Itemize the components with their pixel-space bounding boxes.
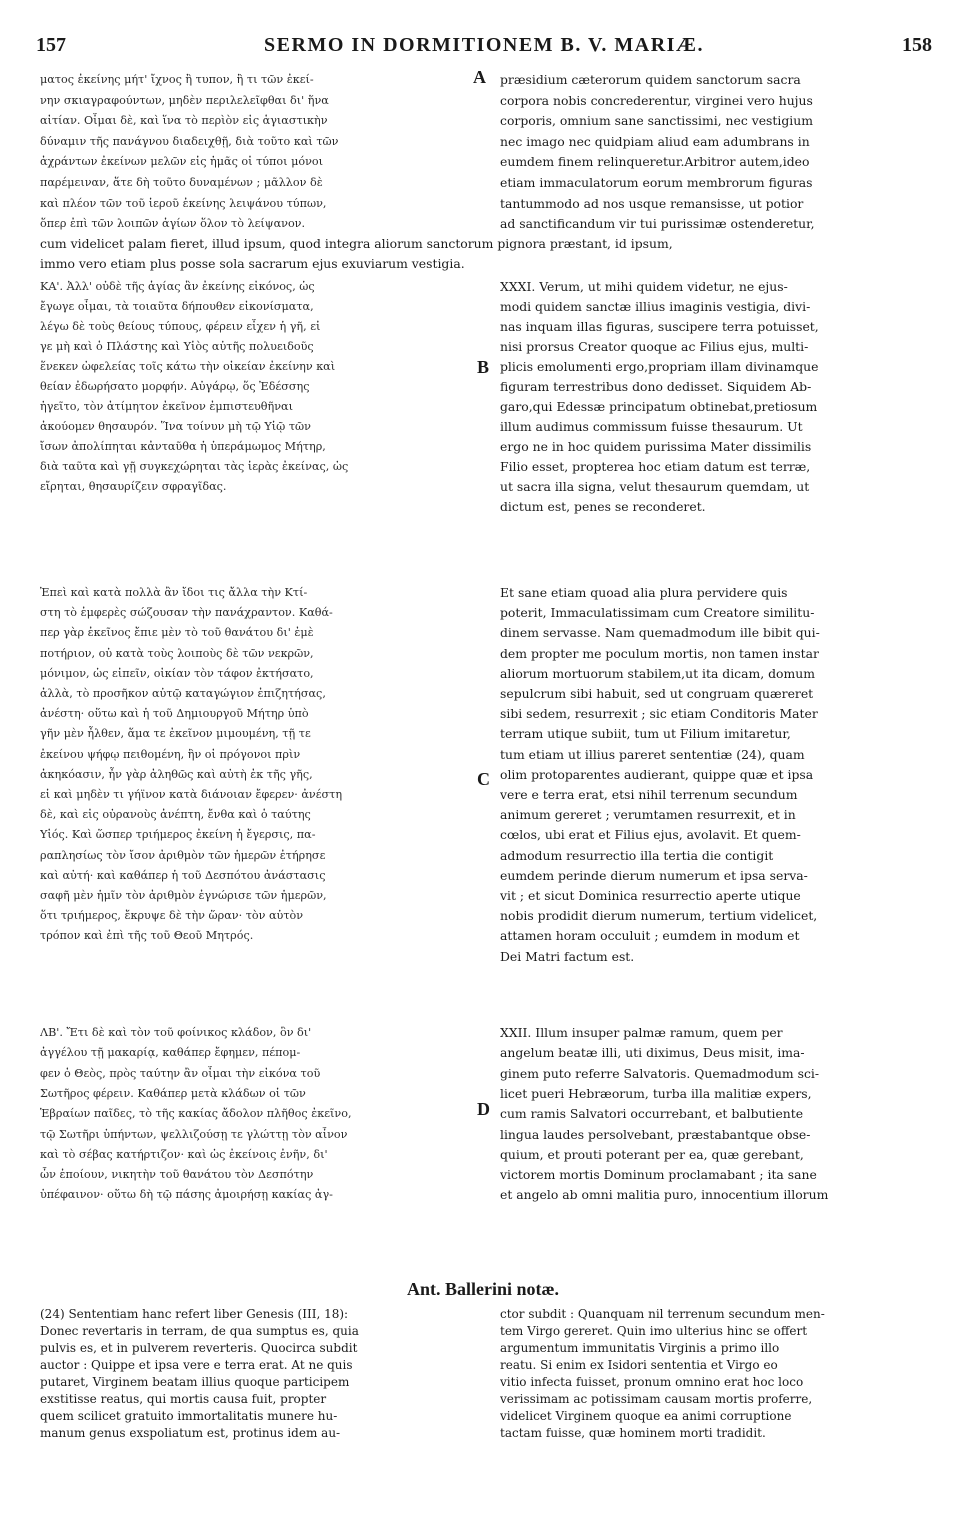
greek-line: θείαν ἐδωρήσατο μορφήν. Αὐγάρῳ, ὅς Ἐδέσσης <box>40 380 310 393</box>
latin-line: et angelo ab omni malitia puro, innocentium illorum <box>500 1187 829 1203</box>
greek-line: Ἑβραίων παῖδες, τὸ τῆς κακίας ἄδολον πλῆθος ἐκεῖνο, <box>40 1107 352 1121</box>
greek-line: ΛΒ'. Ἔτι δὲ καὶ τὸν τοῦ φοίνικος κλάδον, ὃν δι' <box>40 1026 312 1039</box>
greek-line: Υἱός. Καὶ ὥσπερ τριήμερος ἐκείνη ἡ ἔγερσις, πα- <box>40 828 316 842</box>
greek-line: γῆν μὲν ἦλθεν, ἅμα τε ἐκεῖνον μιμουμένη, τῇ τε <box>40 727 311 741</box>
footnote-line: manum genus exspoliatum est, protinus idem au- <box>40 1426 341 1440</box>
latin-line: vit ; et sicut Dominica resurrectio aperte utique <box>500 888 801 903</box>
latin-line: attamen horam occuluit ; eumdem in modum et <box>500 928 800 944</box>
greek-line: λέγω δὲ τοὺς θείους τύπους, φέρειν εἶχεν ἡ γῆ, εἰ <box>40 320 321 333</box>
latin-line: tantummodo ad nos usque remansisse, ut potior <box>500 195 804 211</box>
greek-line: καὶ πλέον τῶν τοῦ ἱεροῦ ἐκείνης λειψάνου τύπων, <box>40 196 327 210</box>
greek-line: τῷ Σωτῆρι ὑπήντων, ψελλιζούσῃ τε γλώττῃ τὸν αἶνον <box>40 1127 348 1141</box>
greek-line: δὲ, καὶ εἰς οὐρανοὺς ἀνέπτη, ἔνθα καὶ ὁ ταύτης <box>40 808 311 822</box>
greek-line: ματος ἐκείνης μήτ' ἴχνος ἢ τυπον, ἢ τι τῶν ἐκεί- <box>40 73 314 86</box>
latin-line: figuram terrestribus dono dedisset. Siquidem Ab- <box>500 379 812 394</box>
latin-line: Dei Matri factum est. <box>500 948 635 964</box>
footnote-line: exstitisse reatus, qui mortis causa fuit, propter <box>40 1392 327 1406</box>
greek-line: φεν ὁ Θεὸς, πρὸς ταύτην ἂν οἶμαι τὴν εἰκόνα τοῦ <box>40 1066 321 1080</box>
latin-line: corporis, omnium sane sanctissimi, nec vestigium <box>500 113 813 129</box>
full-width-line: immo vero etiam plus posse sola sacrarum ejus exuviarum vestigia. <box>40 256 465 271</box>
footnote-line: pulvis es, et in pulverem reverteris. Quocirca subdit <box>40 1341 358 1355</box>
latin-line: corpora nobis concrederentur, virginei vero hujus <box>500 92 813 108</box>
latin-line: tum etiam ut illius pareret sententiæ (24), quam <box>500 746 805 762</box>
latin-line: XXII. Illum insuper palmæ ramum, quem per <box>500 1025 783 1040</box>
greek-line: διὰ ταῦτα καὶ γῇ συγκεχώρηται τὰς ἱερὰς ἐκείνας, ὡς <box>40 460 349 473</box>
footnote-line: argumentum immunitatis Virginis a primo illo <box>500 1341 780 1355</box>
latin-line: admodum resurrectio illa tertia die contigit <box>500 847 774 863</box>
greek-line: ποτήριον, οὐ κατὰ τοὺς λοιποὺς δὲ τῶν νεκρῶν, <box>40 646 314 660</box>
greek-line: εἰ καὶ μηδὲν τι γήϊνον κατὰ διάνοιαν ἔφερεν· ἀνέστη <box>40 788 343 801</box>
greek-line: ἀκηκόασιν, ἦν γὰρ ἀληθῶς καὶ αὐτὴ ἐκ τῆς γῆς, <box>40 767 313 781</box>
greek-line: δύναμιν τῆς πανάγνου διαδειχθῇ, διὰ τοῦτο καὶ τῶν <box>40 134 339 148</box>
latin-line: ad sanctificandum vir tui purissimæ ostenderetur, <box>500 216 815 232</box>
latin-line: vere e terra erat, etsi nihil terrenum secundum <box>500 787 798 802</box>
latin-line: plicis emolumenti ergo,propriam illam divinamque <box>500 359 819 374</box>
greek-line: ἐκείνου ψήφῳ πειθομένη, ἣν οἱ πρόγονοι πρὶν <box>40 747 301 761</box>
greek-line: Ἐπεὶ καὶ κατὰ πολλὰ ἂν ἴδοι τις ἄλλα τὴν Κτί- <box>40 586 308 599</box>
latin-line: modi quidem sanctæ illius imaginis vestigia, divi- <box>500 299 811 314</box>
latin-line: nisi prorsus Creator quoque ac Filius ejus, multi- <box>500 339 809 354</box>
greek-line: ραπλησίως τὸν ἴσον ἀριθμὸν τῶν ἡμερῶν ἐτήρησε <box>40 848 326 862</box>
footnote-line: ctor subdit : Quanquam nil terrenum secundum men- <box>500 1307 825 1321</box>
latin-line: Et sane etiam quoad alia plura pervidere quis <box>500 585 788 600</box>
footnote-line: vitio infecta fuisset, pronum omnino erat hoc loco <box>500 1375 804 1389</box>
greek-line: ἔγωγε οἶμαι, τὰ τοιαῦτα δήπουθεν εἰκονίσματα, <box>40 300 314 313</box>
latin-line: XXXI. Verum, ut mihi quidem videtur, ne ejus- <box>500 279 788 294</box>
greek-line: ΚΑ'. Ἀλλ' οὐδὲ τῆς ἁγίας ἂν ἐκείνης εἰκόνος, ὡς <box>40 280 315 293</box>
latin-line: cœlos, ubi erat et Filius ejus, avolavit. Et quem- <box>500 827 801 843</box>
footnote-line: quem scilicet gratuito immortalitatis munere hu- <box>40 1409 338 1423</box>
greek-line: νην σκιαγραφούντων, μηδὲν περιλελεῖφθαι δι' ἥνα <box>40 93 329 107</box>
greek-line: ὑπέφαινον· οὕτω δὴ τῷ πάσης ἀμοιρήσῃ κακίας ἀγ- <box>40 1188 333 1202</box>
section-marker-c: C <box>477 769 490 789</box>
greek-line: ὧν ἐποίουν, νικητὴν τοῦ θανάτου τὸν Δεσπότην <box>40 1168 314 1182</box>
latin-line: illum audimus commissum fuisse thesaurum. Ut <box>500 419 803 434</box>
latin-line: lingua laudes persolvebant, præstabantque obse- <box>500 1126 811 1142</box>
greek-line: ἀχράντων ἐκείνων μελῶν εἰς ἡμᾶς οἱ τύποι μόνοι <box>40 155 324 169</box>
latin-line: animum gereret ; verumtamen resurrexit, et in <box>500 807 796 823</box>
section-marker-b: B <box>477 357 490 377</box>
latin-line: quium, et prouti poterant per ea, quæ gerebant, <box>500 1146 804 1162</box>
section-marker-a: A <box>473 67 486 87</box>
footnote-line: reatu. Si enim ex Isidori sententia et Virgo eo <box>500 1358 778 1372</box>
section-marker-d: D <box>477 1099 490 1119</box>
full-width-line: cum videlicet palam fieret, illud ipsum, quod integra aliorum sanctorum pignora præstant, id ipsum, <box>40 236 673 251</box>
latin-line: angelum beatæ illi, uti diximus, Deus misit, ima- <box>500 1045 805 1061</box>
greek-line: περ γὰρ ἐκεῖνος ἔπιε μὲν τὸ τοῦ θανάτου δι' ἐμὲ <box>40 626 314 640</box>
latin-line: etiam immaculatorum eorum membrorum figuras <box>500 175 813 190</box>
footnote-heading: Ant. Ballerini notæ. <box>406 1279 559 1299</box>
greek-line: ἴσων ἀπολίπηται κἀνταῦθα ἡ ὑπεράμωμος Μήτηρ, <box>40 440 326 453</box>
greek-line: καὶ τὸ σέβας κατήρτιζον· καὶ ὡς ἐκείνοις ἐνῆν, δι' <box>40 1147 328 1161</box>
latin-line: victorem mortis Dominum proclamabant ; ita sane <box>500 1167 817 1183</box>
greek-line: ὅτι τριήμερος, ἔκρυψε δὲ τὴν ὥραν· τὸν αὐτὸν <box>40 909 304 923</box>
greek-line: παρέμειναν, ἅτε δὴ τοῦτο δυναμένων ; μᾶλλον δὲ <box>40 176 323 189</box>
latin-line: aliorum mortuorum stabilem,ut ita dicam, domum <box>500 665 815 681</box>
latin-line: sepulcrum sibi habuit, sed ut congruam quæreret <box>500 686 814 701</box>
greek-line: ὅπερ ἐπὶ τῶν λοιπῶν ἁγίων ὅλον τὸ λείψανον. <box>40 217 306 231</box>
latin-line: eumdem perinde dierum numerum et ipsa serva- <box>500 867 808 883</box>
latin-line: Filio esset, propterea hoc etiam datum est terræ, <box>500 459 811 474</box>
footnote-line: Donec revertaris in terram, de qua sumptus es, quia <box>40 1324 359 1338</box>
latin-line: nobis prodidit dierum numerum, tertium videlicet, <box>500 908 818 924</box>
greek-line: στη τὸ ἐμφερὲς σώζουσαν τὴν πανάχραντον. Καθά- <box>40 606 333 620</box>
greek-line: ἕνεκεν ὠφελείας τοῖς κάτω τὴν οἰκείαν ἐκείνην καὶ <box>40 360 336 373</box>
latin-line: dinem servasse. Nam quemadmodum ille bibit qui- <box>500 625 820 641</box>
footnote-line: (24) Sententiam hanc refert liber Genesis (III, 18): <box>40 1307 349 1321</box>
footnote-line: putaret, Virginem beatam illius quoque participem <box>40 1375 350 1389</box>
latin-line: eumdem finem relinqueretur.Arbitror autem,ideo <box>500 154 810 170</box>
greek-line: εἴρηται, θησαυρίζειν σφραγῖδας. <box>40 480 227 493</box>
latin-line: licet pueri Hebræorum, turba illa malitiæ expers, <box>500 1085 812 1101</box>
latin-line: præsidium cæterorum quidem sanctorum sacra <box>500 72 801 87</box>
greek-line: σαφῆ μὲν ἡμῖν τὸν ἀριθμὸν ἐγνώρισε τῶν ἡμερῶν, <box>40 889 327 902</box>
greek-line: ἀγγέλου τῇ μακαρίᾳ, καθάπερ ἔφημεν, πέπομ- <box>40 1046 301 1060</box>
latin-line: terram utique subiit, tum ut Filium imitaretur, <box>500 726 791 742</box>
footnote-line: tactam fuisse, quæ hominem morti tradidit. <box>500 1426 766 1440</box>
latin-line: olim protoparentes audierant, quippe quæ et ipsa <box>500 766 814 782</box>
page-number-right: 158 <box>902 34 932 56</box>
latin-line: nec imago nec quidpiam aliud eam adumbrans in <box>500 133 810 149</box>
footnote-line: auctor : Quippe et ipsa vere e terra erat. At ne quis <box>40 1358 353 1372</box>
greek-line: ἡγεῖτο, τὸν ἀτίμητον ἐκεῖνον ἐμπιστευθῆναι <box>40 400 293 413</box>
footnote-line: videlicet Virginem quoque ea animi corruptione <box>500 1409 792 1423</box>
greek-line: ἀκούομεν θησαυρόν. Ἵνα τοίνυν μὴ τῷ Υἱῷ τῶν <box>40 420 311 433</box>
greek-line: γε μὴ καὶ ὁ Πλάστης καὶ Υἱὸς αὐτῆς πολυειδοῦς <box>40 340 314 353</box>
footnote-line: verissimam ac potissimam causam mortis proferre, <box>500 1392 813 1406</box>
latin-line: poterit, Immaculatissimam cum Creatore similitu- <box>500 605 815 621</box>
greek-line: Σωτῆρος φέρειν. Καθάπερ μετὰ κλάδων οἱ τῶν <box>40 1086 306 1100</box>
greek-line: ἀνέστη· οὕτω καὶ ἡ τοῦ Δημιουργοῦ Μήτηρ ὑπὸ <box>40 707 309 721</box>
greek-line: αἰτίαν. Οἶμαι δὲ, καὶ ἵνα τὸ περὶὸν εἰς ἁγιαστικὴν <box>40 114 328 128</box>
latin-line: dem propter me poculum mortis, non tamen instar <box>500 645 819 661</box>
latin-line: garo,qui Edessæ principatum obtinebat,pretiosum <box>500 399 818 414</box>
running-header <box>36 34 932 60</box>
greek-line: μόνιμον, ὡς εἰπεῖν, οἰκίαν τὸν τάφον ἐκτήσατο, <box>40 666 314 680</box>
running-title: SERMO IN DORMITIONEM B. V. MARIÆ. <box>264 34 704 56</box>
footnote-line: tem Virgo gereret. Quin imo ulterius hinc se offert <box>500 1324 808 1338</box>
greek-line: καὶ αὐτή· καὶ καθάπερ ἡ τοῦ Δεσπότου ἀνάστασις <box>40 868 326 882</box>
latin-line: nas inquam illas figuras, suscipere terra potuisset, <box>500 319 819 334</box>
latin-line: cum ramis Salvatori occurrebant, et balbutiente <box>500 1106 804 1122</box>
page-number-left: 157 <box>36 34 66 56</box>
latin-line: sibi sedem, resurrexit ; sic etiam Conditoris Mater <box>500 706 818 722</box>
greek-line: τρόπον καὶ ἐπὶ τῆς τοῦ Θεοῦ Μητρός. <box>40 929 254 943</box>
latin-line: ergo ne in hoc quidem purissima Mater dissimilis <box>500 439 812 454</box>
latin-line: dictum est, penes se reconderet. <box>500 499 706 514</box>
greek-line: ἀλλὰ, τὸ προσῆκον αὐτῷ καταγώγιον ἐπιζητήσας, <box>40 687 326 700</box>
latin-line: ut sacra illa signa, velut thesaurum quemdam, ut <box>500 479 810 494</box>
latin-line: ginem puto referre Salvatoris. Quemadmodum sci- <box>500 1065 820 1081</box>
